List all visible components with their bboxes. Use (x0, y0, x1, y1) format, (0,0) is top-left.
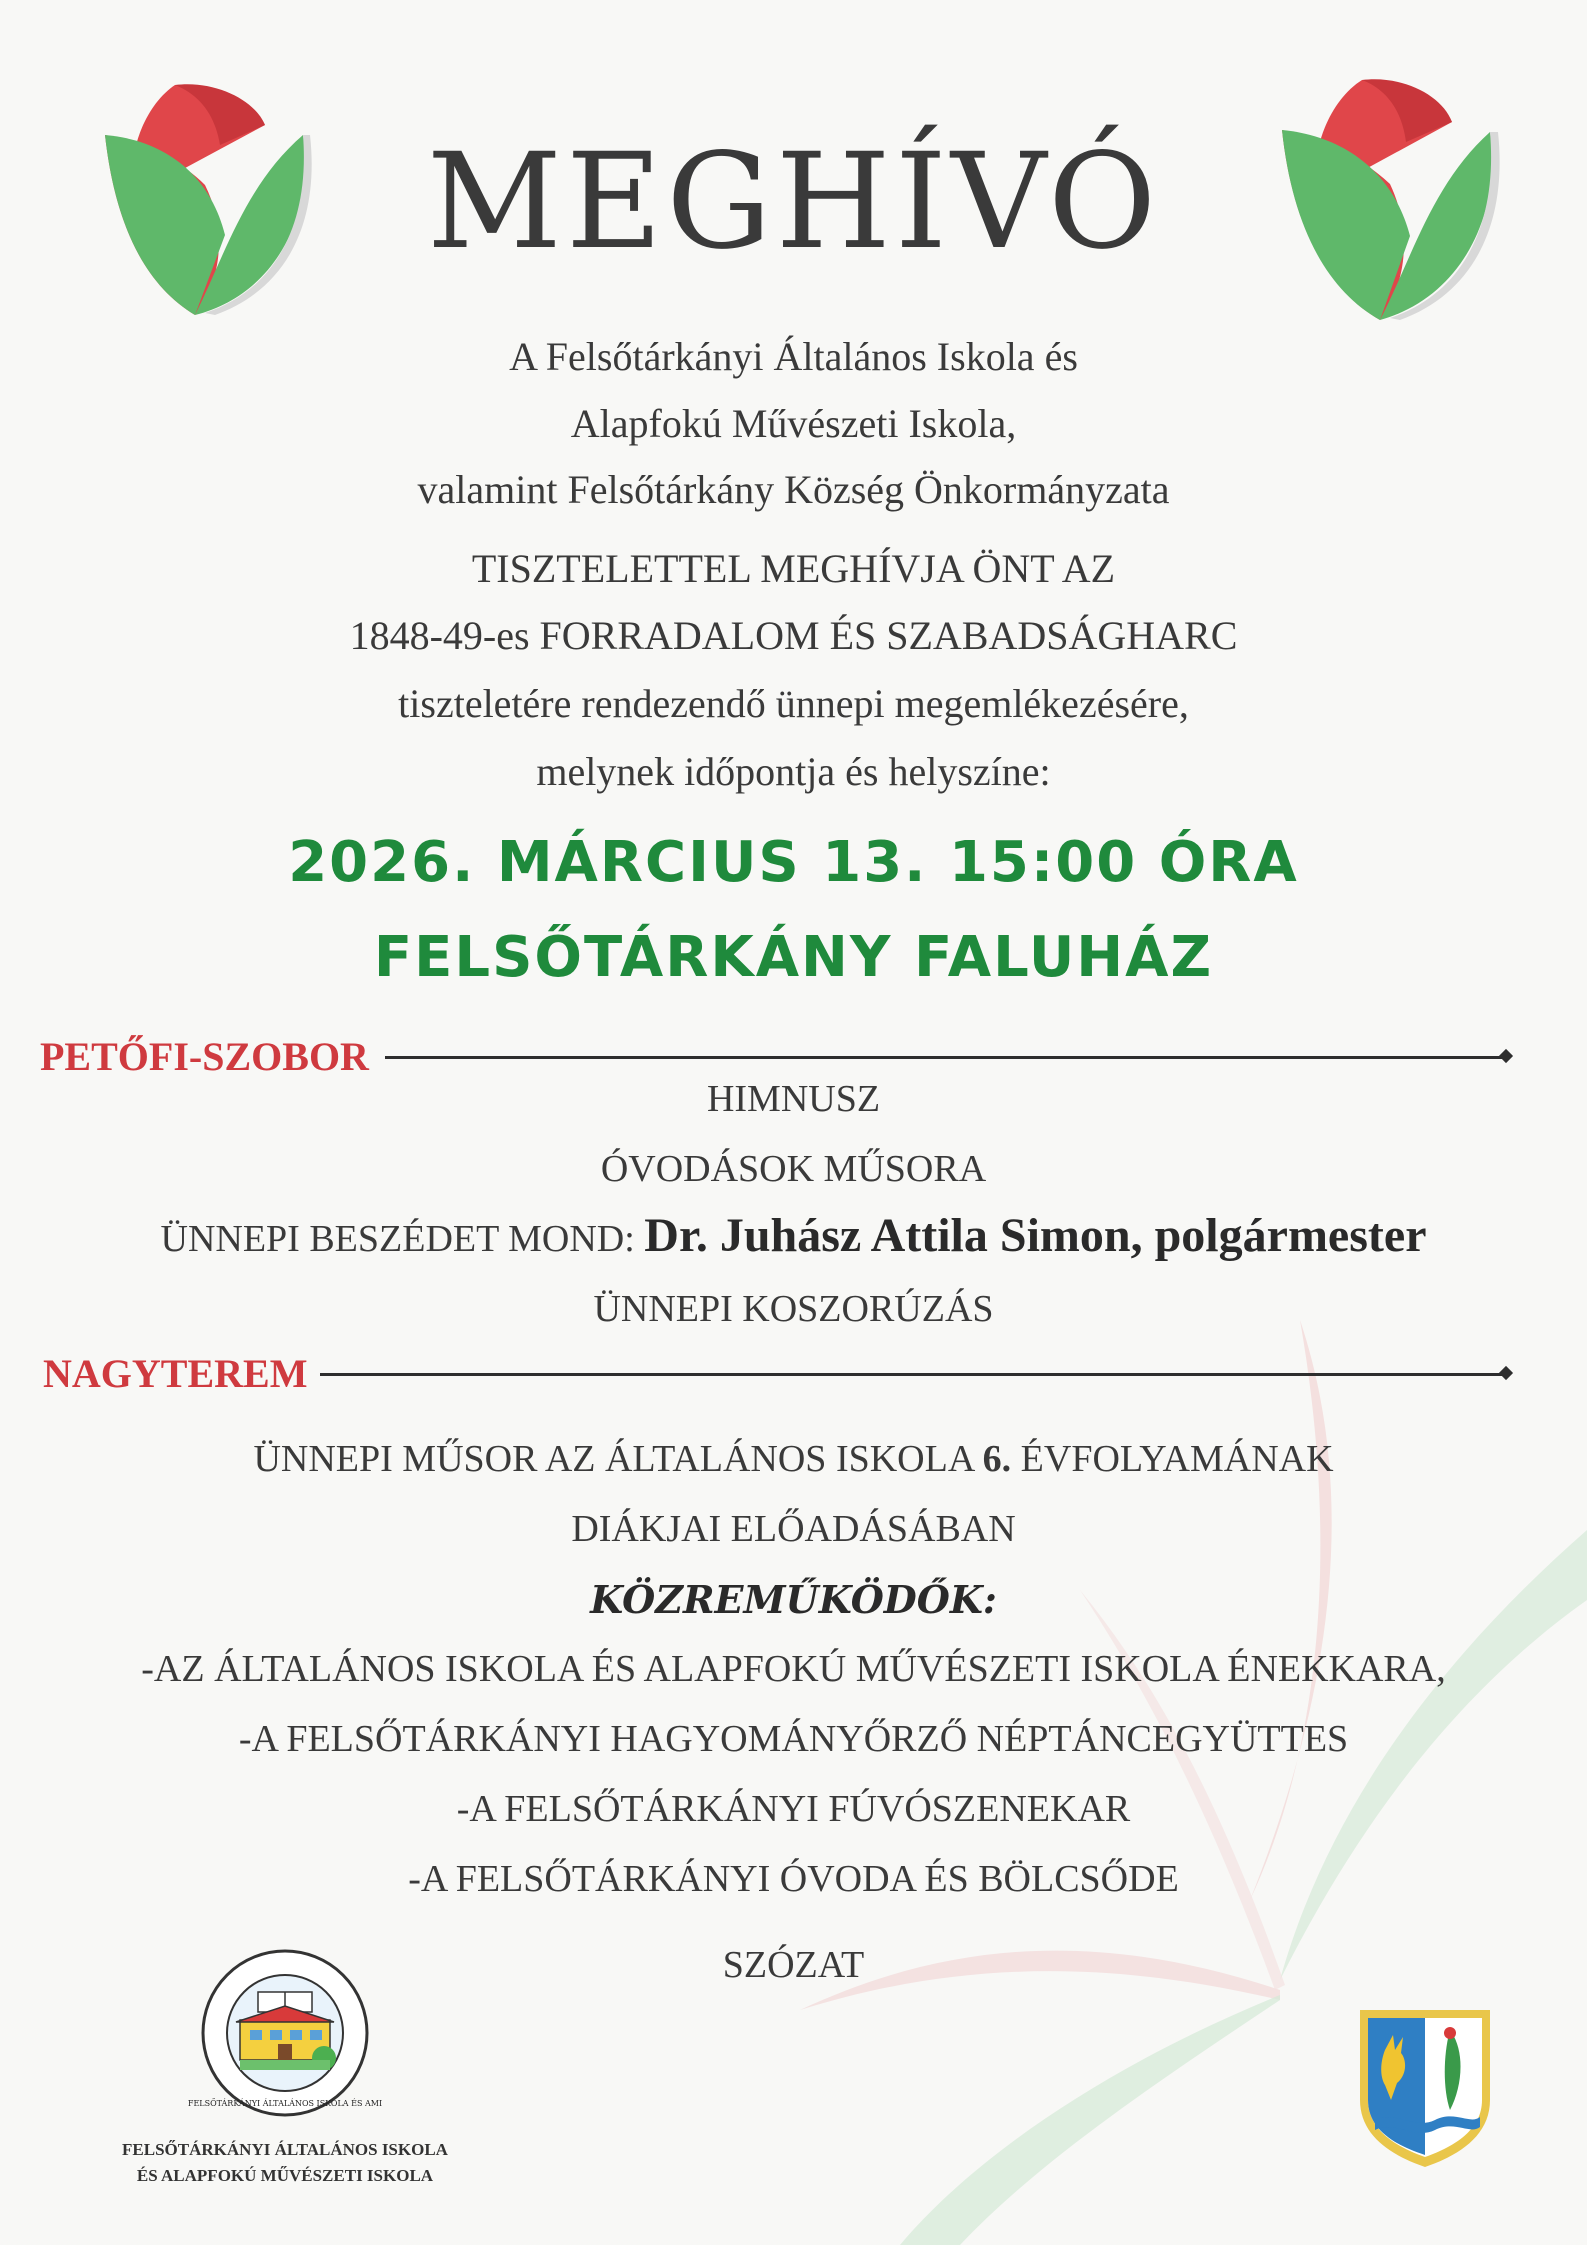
section-label-nagyterem: NAGYTEREM (43, 1351, 308, 1396)
closing-item: SZÓZAT (722, 1944, 865, 1986)
program-item: HIMNUSZ (706, 1078, 881, 1120)
coat-of-arms-icon (1355, 2005, 1495, 2170)
school-logo-text: FELSŐTÁRKÁNYI ÁLTALÁNOS ISKOLA ÉS AMI (187, 2099, 383, 2108)
program-text: ÉVFOLYAMÁNAK (1020, 1438, 1334, 1480)
intro-line: TISZTELETTEL MEGHÍVJA ÖNT AZ (471, 546, 1116, 591)
contributor-item: -A FELSŐTÁRKÁNYI HAGYOMÁNYŐRZŐ NÉPTÁNCEGYÜTTES (238, 1718, 1349, 1760)
speech-label: ÜNNEPI BESZÉDET MOND: (160, 1218, 635, 1260)
school-caption: FELSŐTÁRKÁNYI ÁLTALÁNOS ISKOLA (122, 2140, 448, 2159)
intro-line: valamint Felsőtárkány Község Önkormányzata (417, 467, 1170, 512)
intro-line: Alapfokú Művészeti Iskola, (570, 401, 1017, 446)
intro-line: 1848-49-es FORRADALOM ÉS SZABADSÁGHARC (349, 613, 1238, 658)
contributors-title: KÖZREMŰKÖDŐK: (590, 1577, 997, 1622)
event-venue: FELSŐTÁRKÁNY FALUHÁZ (373, 925, 1214, 990)
section-divider (320, 1373, 1505, 1376)
program-item: ÓVODÁSOK MŰSORA (600, 1148, 987, 1190)
speaker-name: Dr. Juhász Attila Simon, polgármester (644, 1209, 1427, 1262)
page-title: MEGHÍVÓ (426, 125, 1161, 279)
program-line: DIÁKJAI ELŐADÁSÁBAN (571, 1508, 1016, 1550)
intro-line: melynek időpontja és helyszíne: (536, 749, 1051, 794)
contributor-item: -AZ ÁLTALÁNOS ISKOLA ÉS ALAPFOKÚ MŰVÉSZETI ISKOLA ÉNEKKARA, (141, 1648, 1446, 1690)
program-grade: 6. (982, 1438, 1012, 1480)
speech-line (0, 1208, 1587, 1263)
contributor-item: -A FELSŐTÁRKÁNYI FÚVÓSZENEKAR (456, 1788, 1131, 1830)
program-text: ÜNNEPI MŰSOR AZ ÁLTALÁNOS ISKOLA (253, 1438, 974, 1480)
section-label-petofi: PETŐFI-SZOBOR (40, 1034, 369, 1079)
program-item: ÜNNEPI KOSZORÚZÁS (593, 1288, 994, 1330)
intro-line: A Felsőtárkányi Általános Iskola és (509, 334, 1078, 379)
school-caption: ÉS ALAPFOKÚ MŰVÉSZETI ISKOLA (136, 2166, 434, 2185)
program-line (0, 1437, 1587, 1481)
intro-line: tiszteletére rendezendő ünnepi megemlékezésére, (398, 681, 1189, 726)
school-logo-icon (187, 1948, 383, 2118)
contributor-item: -A FELSŐTÁRKÁNYI ÓVODA ÉS BÖLCSŐDE (408, 1858, 1179, 1900)
event-datetime: 2026. MÁRCIUS 13. 15:00 ÓRA (288, 830, 1299, 895)
section-divider (385, 1056, 1505, 1059)
